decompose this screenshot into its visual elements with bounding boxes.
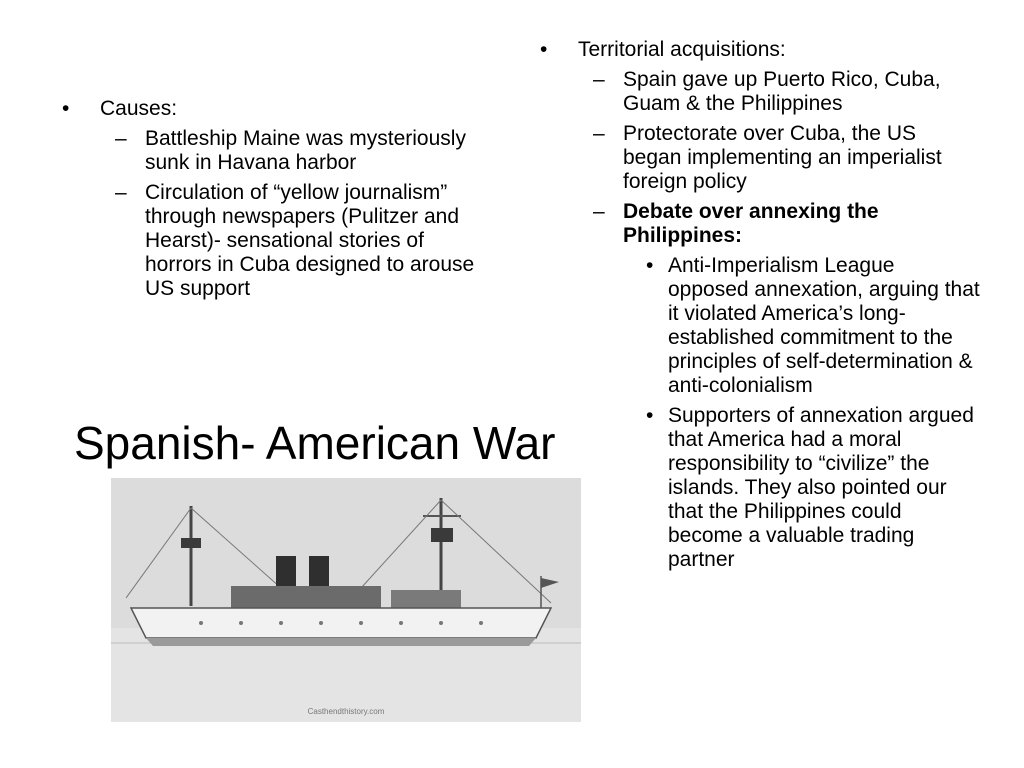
causes-heading-item — [62, 97, 492, 121]
debate-point-text: Anti-Imperialism League opposed annexation, arguing that it violated America’s long-established commitment to the principles of self-determination & anti-colonialism — [668, 254, 980, 397]
acquisition-item — [540, 68, 980, 116]
acquisition-item — [540, 122, 980, 194]
acquisitions-heading: Territorial acquisitions: — [578, 38, 786, 61]
causes-column — [62, 97, 492, 301]
bullet-icon: • — [646, 254, 654, 277]
bullet-icon: • — [646, 404, 654, 427]
bullet-icon: • — [62, 97, 70, 120]
cause-text: Circulation of “yellow journalism” through newspapers (Pulitzer and Hearst)- sensational stories of horrors in Cuba designed to arouse US support — [145, 181, 475, 300]
debate-item — [540, 200, 980, 248]
battleship-illustration — [111, 478, 581, 722]
cause-item — [62, 127, 492, 175]
debate-point — [540, 254, 980, 398]
slide-title: Spanish- American War — [74, 417, 556, 469]
cause-text: Battleship Maine was mysteriously sunk in Havana harbor — [145, 127, 466, 174]
debate-point — [540, 404, 980, 572]
acquisitions-heading-item — [540, 38, 980, 62]
acquisitions-column — [540, 38, 980, 572]
debate-point-text: Supporters of annexation argued that America had a moral responsibility to “civilize” the islands. They also pointed our that the Philippines could become a valuable trading partner — [668, 404, 974, 571]
dash-bullet-icon: – — [115, 181, 127, 204]
causes-heading: Causes: — [100, 97, 178, 120]
dash-bullet-icon: – — [593, 68, 605, 91]
dash-bullet-icon: – — [115, 127, 127, 150]
dash-bullet-icon: – — [593, 200, 605, 223]
debate-label: Debate over annexing the Philippines: — [623, 200, 879, 247]
cause-item — [62, 181, 492, 301]
acquisition-text: Spain gave up Puerto Rico, Cuba, Guam & the Philippines — [623, 68, 941, 115]
bullet-icon: • — [540, 38, 548, 61]
photo-watermark: Casthendthistory.com — [307, 707, 385, 716]
dash-bullet-icon: – — [593, 122, 605, 145]
battleship-photo — [111, 478, 581, 722]
acquisition-text: Protectorate over Cuba, the US began implementing an imperialist foreign policy — [623, 122, 942, 193]
